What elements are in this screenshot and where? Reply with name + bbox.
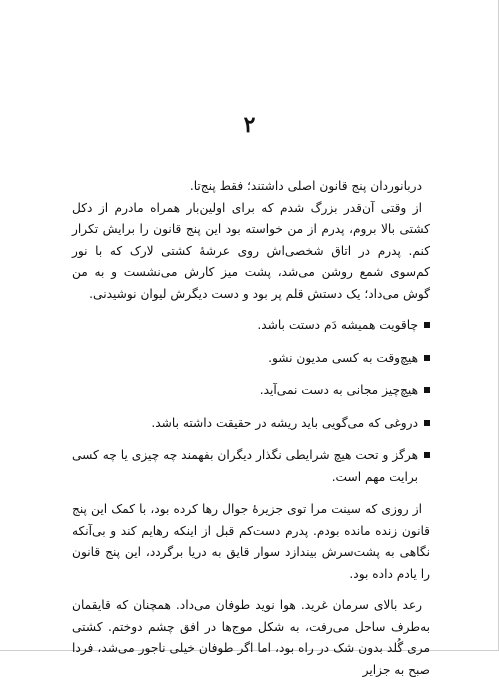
rule-text: چاقویت همیشه دَم دستت باشد. xyxy=(257,318,418,332)
rule-item xyxy=(72,315,430,337)
square-bullet-icon xyxy=(424,420,430,426)
rule-text: دروغی که می‌گویی باید ریشه در حقیقت داشته باشد. xyxy=(151,415,418,430)
rule-item xyxy=(72,380,430,402)
rule-item xyxy=(72,445,430,488)
square-bullet-icon xyxy=(424,452,430,458)
chapter-number: ۲ xyxy=(243,112,256,138)
rule-item xyxy=(72,348,430,370)
paragraph-2: از روزی که سینت مرا توی جزیرهٔ جوال رها کرده بود، با کمک این پنج قانون زنده مانده بودم. پدرم دست‌کم قبل از اینکه رهایم کند و بی‌آنکه نگاهی به پشت‌سرش بیندازد سوار قایق به دریا برگردد، این پنج قانون را یادم داده بود. xyxy=(72,502,430,581)
rule-item xyxy=(72,413,430,435)
paragraph-1: از وقتی آن‌قدر بزرگ شدم که برای اولین‌بار همراه مادرم از دکل کشتی بالا بروم، پدرم از من خواسته بود این پنج قانون را برایش تکرار کنم. پدرم در اتاق شخصی‌اش روی عرشهٔ کشتی لارک که با نور کم‌سوی شمع روشن می‌شد، پشت میز کارش می‌نشست و به من گوش می‌داد؛ یک دستش قلم پر بود و دست دیگرش لیوان نوشیدنی. xyxy=(72,200,430,301)
square-bullet-icon xyxy=(424,322,430,328)
square-bullet-icon xyxy=(424,355,430,361)
intro-line: دربانوردان پنج قانون اصلی داشتند؛ فقط پنج‌تا. xyxy=(189,179,422,193)
rule-text: هرگز و تحت هیچ شرایطی نگذار دیگران بفهمند چه چیزی یا چه کسی برایت مهم است. xyxy=(72,448,418,484)
body-text xyxy=(72,176,430,681)
rule-text: هیچ‌چیز مجانی به دست نمی‌آید. xyxy=(259,383,418,397)
square-bullet-icon xyxy=(424,387,430,393)
rule-text: هیچ‌وقت به کسی مدیون نشو. xyxy=(268,350,418,365)
rules-list xyxy=(72,315,430,488)
paragraph-3: رعد بالای سرمان غرید. هوا نوید طوفان می‌داد. همچنان که قایقمان به‌طرف ساحل می‌رفت، به شکل موج‌ها در افق چشم دوختم. کشتی مری گُلد بدون شک در راه بود، اما اگر طوفان خیلی ناجور می‌شد، فردا صبح به جزایر xyxy=(72,598,430,677)
